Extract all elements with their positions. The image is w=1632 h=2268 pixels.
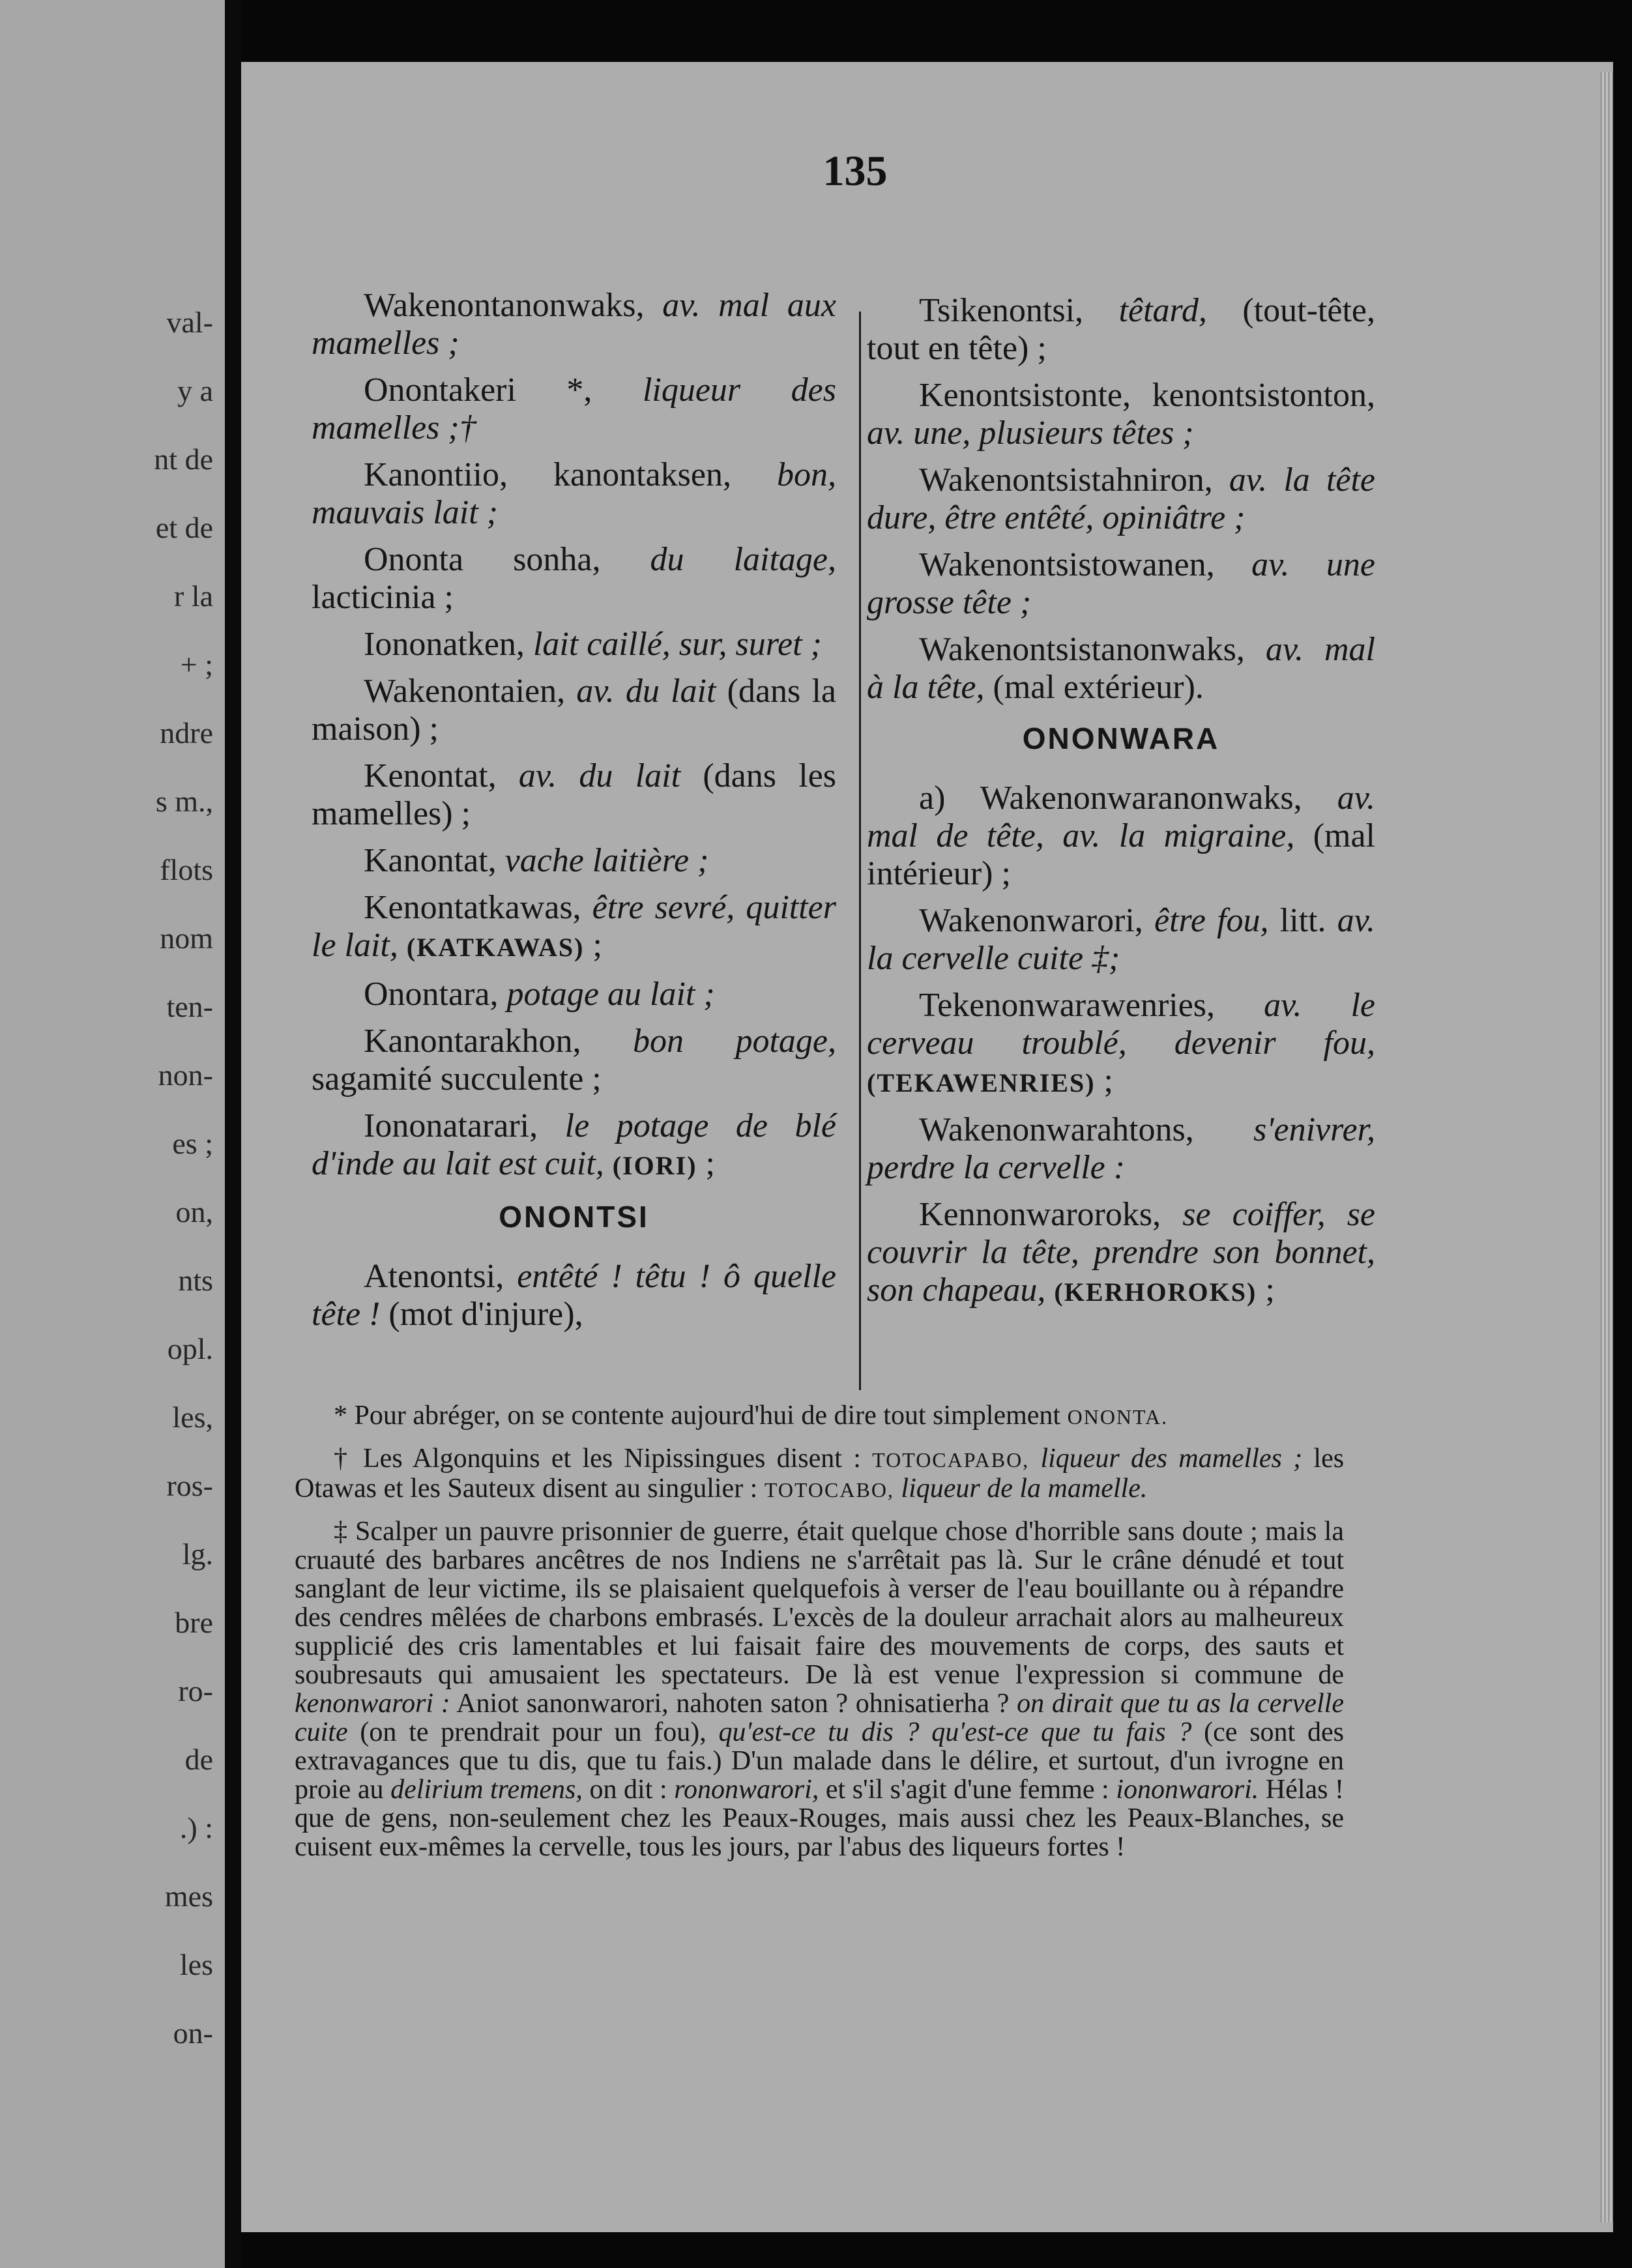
footnote-text: (on te prendrait pour un fou), <box>360 1717 707 1747</box>
page-number: 135 <box>823 147 888 195</box>
dictionary-entry <box>867 546 1375 622</box>
footnote <box>295 1517 1344 1861</box>
facing-page-text: de <box>184 1743 213 1776</box>
facing-page-text: s m., <box>155 785 213 818</box>
entry-headword: Kanontarakhon, <box>364 1023 581 1060</box>
entry-root-ref: (TEKAWENRIES) <box>867 1068 1096 1098</box>
entry-gloss: av. la cervelle cuite ‡; <box>867 902 1375 977</box>
entry-headword: Iononatken, <box>364 626 525 663</box>
facing-page-text: on, <box>175 1195 213 1228</box>
entry-text: (mal intérieur) ; <box>867 817 1375 892</box>
entry-gloss: liqueur des mamelles ;† <box>312 371 836 446</box>
footnote-text: les Otawas et les Sauteux disent au singulier : <box>295 1444 1345 1504</box>
entry-headword: Kennonwaroroks, <box>919 1196 1161 1233</box>
entry-root-ref: (KATKAWAS) <box>406 933 585 962</box>
dictionary-entry <box>312 626 836 663</box>
entry-headword: Wakenonwarahtons, <box>919 1111 1194 1148</box>
dictionary-entry <box>867 292 1375 368</box>
facing-page-text: ros- <box>166 1469 213 1502</box>
entry-gloss: potage au lait ; <box>506 976 715 1013</box>
entry-headword: Wakenontaien, <box>364 673 566 710</box>
facing-page-text: r la <box>173 579 213 613</box>
entry-gloss: être sevré, quitter le lait, <box>312 889 836 964</box>
dictionary-entry <box>312 757 836 833</box>
entry-text: (mal extérieur). <box>993 669 1204 706</box>
dictionary-entry <box>867 902 1375 978</box>
entry-headword: Kenontat, <box>364 757 497 794</box>
facing-page-text: nts <box>178 1264 213 1297</box>
entry-headword: Wakenontanonwaks, <box>364 287 645 324</box>
entry-gloss: vache laitière ; <box>504 842 709 879</box>
facing-page-text: nom <box>160 922 213 955</box>
footnote <box>295 1401 1344 1431</box>
entry-headword: Tekenonwarawenries, <box>919 987 1216 1024</box>
footnote-italic: kenonwarori : <box>295 1689 450 1719</box>
dictionary-entry <box>312 1258 836 1333</box>
entry-gloss: se coiffer, se couvrir la tête, prendre son bonnet, son chapeau, <box>867 1196 1376 1309</box>
entry-headword: Wakenontsistanonwaks, <box>919 631 1245 668</box>
dictionary-entry <box>312 889 836 967</box>
footnote-mark: ‡ <box>334 1517 348 1547</box>
facing-page-text: es ; <box>172 1127 213 1160</box>
footnote-mark: * <box>334 1401 347 1431</box>
entry-gloss: lait caillé, sur, suret ; <box>532 626 822 663</box>
entry-gloss: bon potage, <box>633 1023 836 1060</box>
dictionary-entry <box>312 287 836 362</box>
right-column <box>867 292 1375 1320</box>
left-column <box>312 287 836 1343</box>
dictionary-entry <box>312 1107 836 1185</box>
facing-page-text: ten- <box>166 990 213 1023</box>
entry-root-ref: (IORI) <box>612 1151 697 1180</box>
facing-page-text: on- <box>173 2016 213 2050</box>
footnote-italic: qu'est-ce tu dis ? qu'est-ce que tu fais ? <box>718 1717 1192 1747</box>
entry-headword: Kanontat, <box>364 842 497 879</box>
page-edge <box>1600 72 1613 2222</box>
dictionary-entry <box>867 631 1375 706</box>
footnote <box>295 1444 1344 1504</box>
section-heading: ONONWARA <box>1022 721 1220 755</box>
entry-text: (dans la maison) ; <box>312 673 837 748</box>
entry-headword: Wakenontsistahniron, <box>919 461 1213 499</box>
entry-text: sagamité succulente ; <box>312 1060 602 1098</box>
entry-text: (dans les mamelles) ; <box>312 757 837 832</box>
entry-gloss: av. du lait <box>576 673 716 710</box>
facing-page-text: nt de <box>154 443 213 476</box>
dictionary-entry <box>867 1111 1375 1187</box>
entry-headword: Wakenonwarori, <box>919 902 1143 939</box>
dictionary-entry <box>867 461 1375 537</box>
footnote-italic: delirium tremens, <box>390 1775 583 1805</box>
entry-gloss: s'enivrer, perdre la cervelle : <box>867 1111 1375 1186</box>
facing-page-text: y a <box>177 374 213 407</box>
entry-text: ; <box>1265 1272 1275 1309</box>
footnote-text: on dit : <box>589 1775 667 1805</box>
entry-headword: Onontakeri *, <box>364 371 592 409</box>
facing-page-text: les, <box>172 1401 213 1434</box>
entry-headword: Ononta sonha, <box>364 541 601 578</box>
entry-text: ; <box>705 1145 715 1182</box>
footnote-smallcaps: ONONTA. <box>1067 1405 1169 1429</box>
footnote-text: Scalper un pauvre prisonnier de guerre, était quelque chose d'horrible sans doute ; mais la cruauté des barbares ancêtres de nos Indiens ne s'arrêtait pas là. Sur le crâne dénudé et tout sanglant de leur victime, ils se plaisaient quelquefois à verser de l'eau bouillante ou à répandre des cendres mêlées de charbons embrasés. L'excès de la douleur arrachait alors au malheureux supplicié des cris lamentables et lui faisait faire des mouvements de corps, des sauts et soubresauts qui amusaient les spectateurs. De là est venue l'expression si commune de <box>295 1517 1344 1690</box>
facing-page-text: ro- <box>178 1674 213 1708</box>
footnote-text: (ce sont des extravagances que tu dis, que tu fais.) D'un malade dans le délire, et surtout, d'un ivrogne en proie au <box>295 1717 1345 1805</box>
facing-page-text: non- <box>158 1058 213 1092</box>
entry-headword: Tsikenontsi, <box>919 292 1084 329</box>
entry-gloss: av. mal aux mamelles ; <box>312 287 836 362</box>
entry-gloss: av. une grosse tête ; <box>867 546 1375 621</box>
facing-page-text: .) : <box>179 1811 213 1844</box>
footnote-text: Aniot sanonwarori, nahoten saton ? ohnisatierha ? <box>456 1689 1010 1719</box>
facing-page-text: + ; <box>180 648 213 681</box>
entry-gloss: av. mal à la tête, <box>867 631 1375 706</box>
footnote-italic: iononwarori. <box>1116 1775 1259 1805</box>
dictionary-entry <box>867 779 1375 893</box>
footnote-italic: rononwarori, <box>674 1775 819 1805</box>
entry-headword: a) Wakenonwaranonwaks, <box>919 779 1302 817</box>
entry-gloss: av. une, plusieurs têtes ; <box>867 414 1194 452</box>
entry-headword: Wakenontsistowanen, <box>919 546 1215 583</box>
dictionary-entry <box>867 377 1375 452</box>
entry-gloss: av. mal de tête, av. la migraine, <box>867 779 1376 854</box>
footnote-italic: on dirait que tu as la cervelle cuite <box>295 1689 1344 1747</box>
entry-text: (mot d'injure), <box>388 1296 583 1333</box>
entry-gloss: av. la tête dure, être entêté, opiniâtre ; <box>867 461 1375 536</box>
entry-headword: Kanontiio, kanontaksen, <box>364 456 731 493</box>
footnote-smallcaps: TOTOCAPABO, <box>872 1448 1030 1472</box>
footnote-italic: liqueur des mamelles ; <box>1040 1444 1303 1474</box>
entry-text: lacticinia ; <box>312 579 454 616</box>
footnote-mark: † <box>334 1444 352 1474</box>
column-rule <box>859 312 861 1390</box>
facing-page-text: lg. <box>182 1537 213 1571</box>
entry-text: ; <box>1103 1062 1113 1099</box>
facing-page-text: bre <box>175 1606 213 1639</box>
facing-page-text: et de <box>155 511 213 544</box>
entry-gloss: le potage de blé d'inde au lait est cuit, <box>312 1107 836 1182</box>
entry-gloss: têtard, <box>1118 292 1207 329</box>
facing-page-text: flots <box>160 853 213 886</box>
dictionary-entry <box>867 987 1375 1102</box>
footnote-italic: liqueur de la mamelle. <box>901 1474 1148 1504</box>
dictionary-entry <box>312 673 836 748</box>
footnote-text: Pour abréger, on se contente aujourd'hui de dire tout simplement <box>354 1401 1061 1431</box>
entry-gloss: entêté ! têtu ! ô quelle tête ! <box>312 1258 837 1333</box>
dictionary-entry <box>312 1023 836 1098</box>
dictionary-entry <box>312 976 836 1013</box>
footnote-smallcaps: TOTOCABO, <box>764 1478 894 1502</box>
footnote-text: et s'il s'agit d'une femme : <box>825 1775 1109 1805</box>
entry-text: litt. <box>1279 902 1326 939</box>
entry-headword: Atenontsi, <box>364 1258 504 1295</box>
facing-page-text: mes <box>164 1880 213 1913</box>
facing-page-text: opl. <box>167 1332 213 1365</box>
entry-gloss: du laitage, <box>650 541 837 578</box>
facing-page-text: les <box>179 1948 213 1981</box>
entry-text: ; <box>592 927 602 964</box>
entry-headword: Kenontatkawas, <box>364 889 581 926</box>
footnote-text: Hélas ! que de gens, non-seulement chez les Peaux-Rouges, mais aussi chez les Peaux-Blanches, se cuisent eux-mêmes la cervelle, tous les jours, par l'abus des liqueurs fortes ! <box>295 1775 1345 1862</box>
entry-headword: Kenontsistonte, kenontsistonton, <box>919 377 1375 414</box>
dictionary-entry <box>312 371 836 447</box>
dictionary-entry <box>867 1196 1375 1311</box>
entry-gloss: être fou, <box>1154 902 1269 939</box>
footnotes <box>295 1401 1344 1874</box>
facing-page-text: ndre <box>160 716 213 749</box>
entry-headword: Onontara, <box>364 976 499 1013</box>
section-heading: ONONTSI <box>499 1200 649 1234</box>
entry-gloss: bon, mauvais lait ; <box>312 456 836 531</box>
entry-gloss: av. du lait <box>518 757 681 794</box>
page-gutter <box>225 0 241 2268</box>
dictionary-entry <box>312 541 836 617</box>
entry-root-ref: (KERHOROKS) <box>1054 1277 1257 1307</box>
entry-gloss: av. le cerveau troublé, devenir fou, <box>867 987 1376 1062</box>
entry-text: (tout-tête, tout en tête) ; <box>867 292 1375 367</box>
dictionary-entry <box>312 842 836 880</box>
dictionary-entry <box>312 456 836 532</box>
footnote-text: Les Algonquins et les Nipissingues disent : <box>363 1444 861 1474</box>
entry-headword: Iononatarari, <box>364 1107 538 1144</box>
facing-page-fragment <box>0 0 225 2268</box>
facing-page-text: val- <box>166 306 213 339</box>
